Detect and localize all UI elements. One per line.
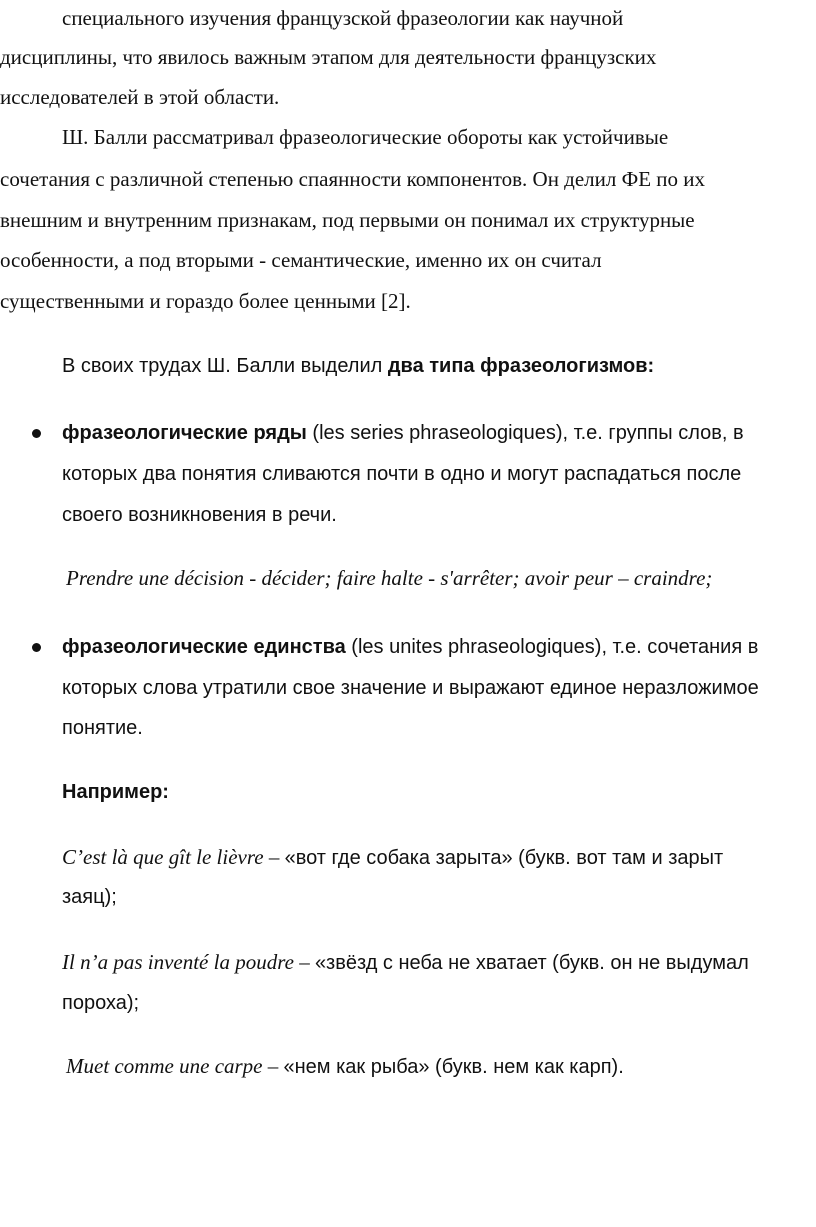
paragraph-2-line-5: существенными и гораздо более ценными [2]. <box>0 289 411 313</box>
examples-heading: Например: <box>62 781 169 803</box>
bullet-2-line-3: понятие. <box>62 717 143 739</box>
example-3-fr: Muet comme une carpe <box>66 1054 263 1078</box>
example-1-dash: – <box>263 845 285 869</box>
paragraph-2-line-1: Ш. Балли рассматривал фразеологические обороты как устойчивые <box>62 125 669 149</box>
example-3-ru: «нем как рыба» (букв. нем как карп). <box>283 1056 624 1078</box>
bullet-2-line-2: которых слова утратили свое значение и выражают единое неразложимое <box>62 677 759 699</box>
paragraph-2-line-3: внешним и внутренним признакам, под первыми он понимал их структурные <box>0 208 695 232</box>
example-3-line-1 <box>66 1056 624 1077</box>
paragraph-1-line-2: дисциплины, что явилось важным этапом для деятельности французских <box>0 45 657 69</box>
paragraph-2-line-2: сочетания с различной степенью спаянности компонентов. Он делил ФЕ по их <box>0 167 706 191</box>
bullet-2-term: фразеологические единства <box>62 636 346 658</box>
bullet-2-line-1 <box>62 637 758 657</box>
types-intro-bold: два типа фразеологизмов: <box>387 355 655 377</box>
types-intro-text: В своих трудах Ш. Балли выделил <box>62 355 388 377</box>
bullet-1-line-3: своего возникновения в речи. <box>62 504 337 526</box>
bullet-1-line-2: которых два понятия сливаются почти в одно и могут распадаться после <box>62 463 742 485</box>
bullet-2-marker <box>32 643 41 652</box>
example-1-fr: C’est là que gît le lièvre <box>62 845 264 869</box>
example-2-dash: – <box>293 950 315 974</box>
bullet-1-term: фразеологические ряды <box>62 422 307 444</box>
paragraph-1-line-1: специального изучения французской фразеологии как научной <box>62 6 624 30</box>
example-1-line-2: заяц); <box>62 886 117 908</box>
types-intro <box>62 356 654 376</box>
paragraph-2-line-4: особенности, а под вторыми - семантические, именно их он считал <box>0 248 602 272</box>
example-2-fr: Il n’a pas inventé la poudre <box>62 950 294 974</box>
bullet-1-marker <box>32 429 41 438</box>
example-1-ru: «вот где собака зарыта» (букв. вот там и зарыт <box>284 847 724 869</box>
example-3-dash: – <box>262 1054 284 1078</box>
bullet-1-line-1 <box>62 423 744 443</box>
paragraph-1-line-3: исследователей в этой области. <box>0 85 280 109</box>
example-2-line-1 <box>62 952 749 973</box>
bullet-1-rest: (les series phraseologiques), т.е. группы слов, в <box>306 422 744 444</box>
example-2-line-2: пороха); <box>62 992 140 1014</box>
example-1-line-1 <box>62 847 723 868</box>
example-2-ru: «звёзд с неба не хватает (букв. он не выдумал <box>314 952 749 974</box>
bullet-2-rest: (les unites phraseologiques), т.е. сочетания в <box>345 636 759 658</box>
example-series: Prendre une décision - décider; faire halte - s'arrêter; avoir peur – craindre; <box>66 566 713 590</box>
